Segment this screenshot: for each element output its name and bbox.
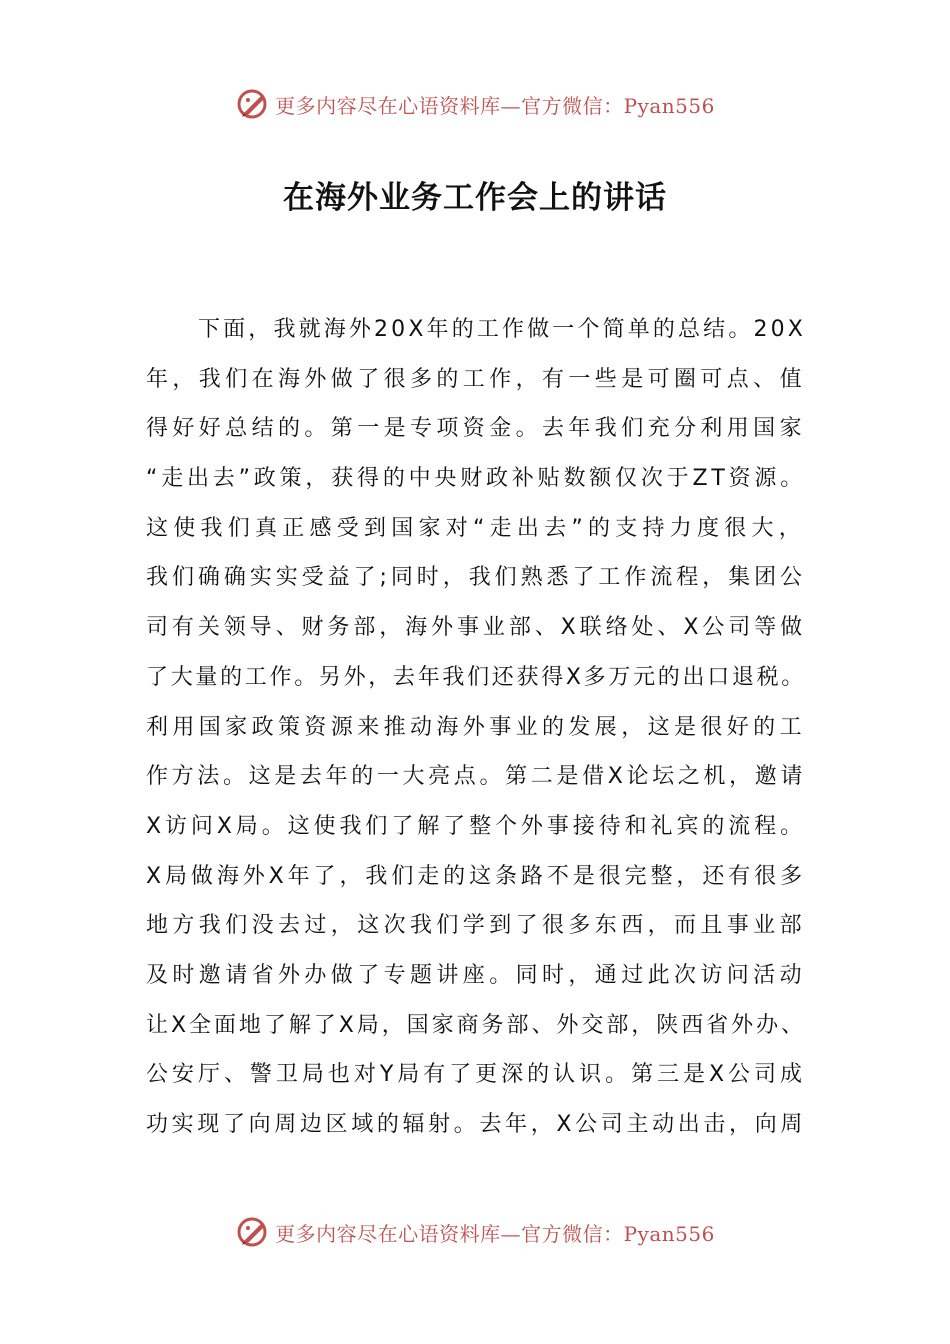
body-line: 功实现了向周边区域的辐射。去年，X公司主动出击，向周 — [146, 1112, 806, 1137]
body-line: 得好好总结的。第一是专项资金。去年我们充分利用国家 — [146, 416, 806, 442]
header-banner — [0, 84, 950, 124]
body-line: X局做海外X年了，我们走的这条路不是很完整，还有很多 — [146, 863, 806, 889]
pen-circle-logo-icon — [235, 86, 271, 122]
body-line: 这使我们真正感受到国家对“走出去”的支持力度很大， — [146, 515, 806, 541]
footer-banner-text: 更多内容尽在心语资料库—官方微信：Pyan556 — [275, 1221, 715, 1246]
document-body — [146, 305, 806, 1150]
document-title: 在海外业务工作会上的讲话 — [283, 180, 667, 216]
body-line: 我们确确实实受益了;同时，我们熟悉了工作流程，集团公 — [146, 565, 806, 591]
body-line: “走出去”政策，获得的中央财政补贴数额仅次于ZT资源。 — [146, 466, 806, 492]
body-line: 司有关领导、财务部，海外事业部、X联络处、X公司等做 — [146, 615, 806, 641]
body-line: X访问X局。这使我们了解了整个外事接待和礼宾的流程。 — [146, 813, 806, 839]
footer-banner — [0, 1212, 950, 1252]
body-line: 公安厅、警卫局也对Y局有了更深的认识。第三是X公司成 — [146, 1062, 806, 1088]
header-banner-text: 更多内容尽在心语资料库—官方微信：Pyan556 — [275, 93, 715, 118]
body-line: 年，我们在海外做了很多的工作，有一些是可圈可点、值 — [146, 366, 806, 392]
body-line: 下面，我就海外20X年的工作做一个简单的总结。20X — [198, 317, 806, 342]
body-line: 地方我们没去过，这次我们学到了很多东西，而且事业部 — [146, 913, 806, 939]
body-line: 了大量的工作。另外，去年我们还获得X多万元的出口退税。 — [146, 664, 806, 690]
pen-circle-logo-icon — [235, 1214, 271, 1250]
body-line: 及时邀请省外办做了专题讲座。同时，通过此次访问活动 — [146, 962, 806, 988]
body-line: 作方法。这是去年的一大亮点。第二是借X论坛之机，邀请 — [146, 764, 806, 790]
body-line: 利用国家政策资源来推动海外事业的发展，这是很好的工 — [146, 714, 806, 740]
body-line: 让X全面地了解了X局，国家商务部、外交部，陕西省外办、 — [146, 1012, 806, 1038]
